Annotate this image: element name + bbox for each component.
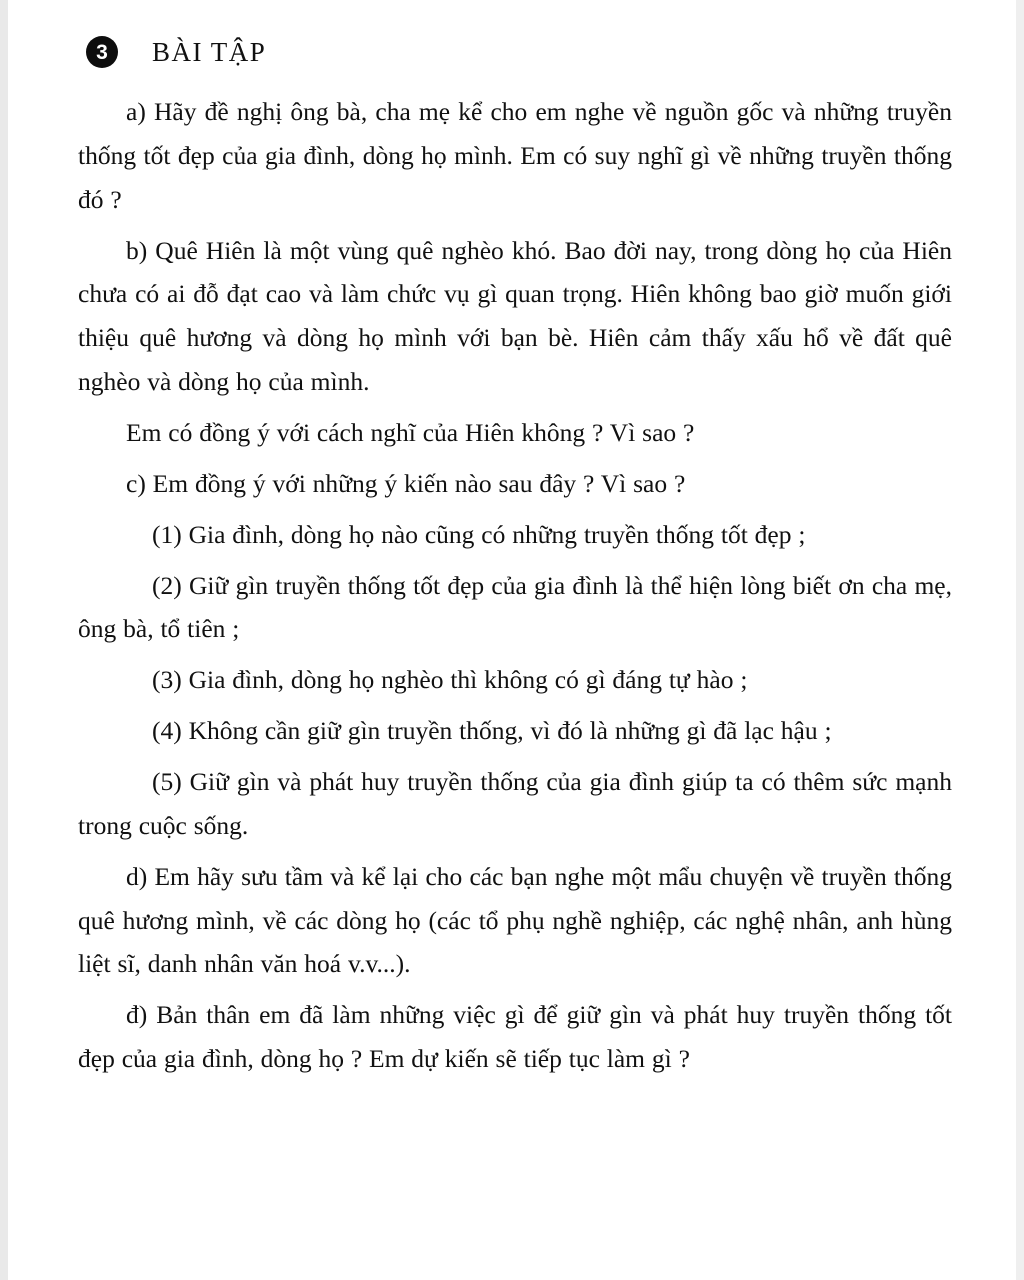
paragraph-item-c-5: (5) Giữ gìn và phát huy truyền thống của gia đình giúp ta có thêm sức mạnh trong cuộc sống. (78, 767, 952, 840)
paragraph-item-c-4: (4) Không cần giữ gìn truyền thống, vì đó là những gì đã lạc hậu ; (152, 716, 832, 746)
section-number-badge: 3 (86, 36, 118, 68)
paragraph-item-c-2: (2) Giữ gìn truyền thống tốt đẹp của gia đình là thể hiện lòng biết ơn cha mẹ, ông bà, tổ tiên ; (78, 570, 952, 644)
section-header (86, 36, 952, 68)
paragraph-item-c-3: (3) Gia đình, dòng họ nghèo thì không có gì đáng tự hào ; (152, 665, 748, 695)
paragraph-item-b: b) Quê Hiên là một vùng quê nghèo khó. Bao đời nay, trong dòng họ của Hiên chưa có ai đỗ đạt cao và làm chức vụ gì quan trọng. Hiên không bao giờ muốn giới thiệu quê hương và dòng họ mình với bạn bè. Hiên cảm thấy xấu hổ về đất quê nghèo và dòng họ của mình. (78, 235, 952, 397)
section-title: BÀI TẬP (152, 36, 267, 67)
paragraph-item-dd: đ) Bản thân em đã làm những việc gì để giữ gìn và phát huy truyền thống tốt đẹp của gia đình, dòng họ ? Em dự kiến sẽ tiếp tục làm gì ? (78, 1000, 952, 1074)
paragraph-item-d: d) Em hãy sưu tầm và kể lại cho các bạn nghe một mẩu chuyện về truyền thống quê hương mình, về các dòng họ (các tổ phụ nghề nghiệp, các nghệ nhân, anh hùng liệt sĩ, danh nhân văn hoá v.v...). (78, 861, 952, 979)
paragraph-item-c-1: (1) Gia đình, dòng họ nào cũng có những truyền thống tốt đẹp ; (152, 519, 806, 549)
paragraph-item-b-question: Em có đồng ý với cách nghĩ của Hiên không ? Vì sao ? (126, 418, 695, 448)
paragraph-item-a: a) Hãy đề nghị ông bà, cha mẹ kể cho em nghe về nguồn gốc và những truyền thống tốt đẹp của gia đình, dòng họ mình. Em có suy nghĩ gì về những truyền thống đó ? (78, 97, 952, 214)
paragraph-item-c: c) Em đồng ý với những ý kiến nào sau đây ? Vì sao ? (126, 468, 686, 498)
